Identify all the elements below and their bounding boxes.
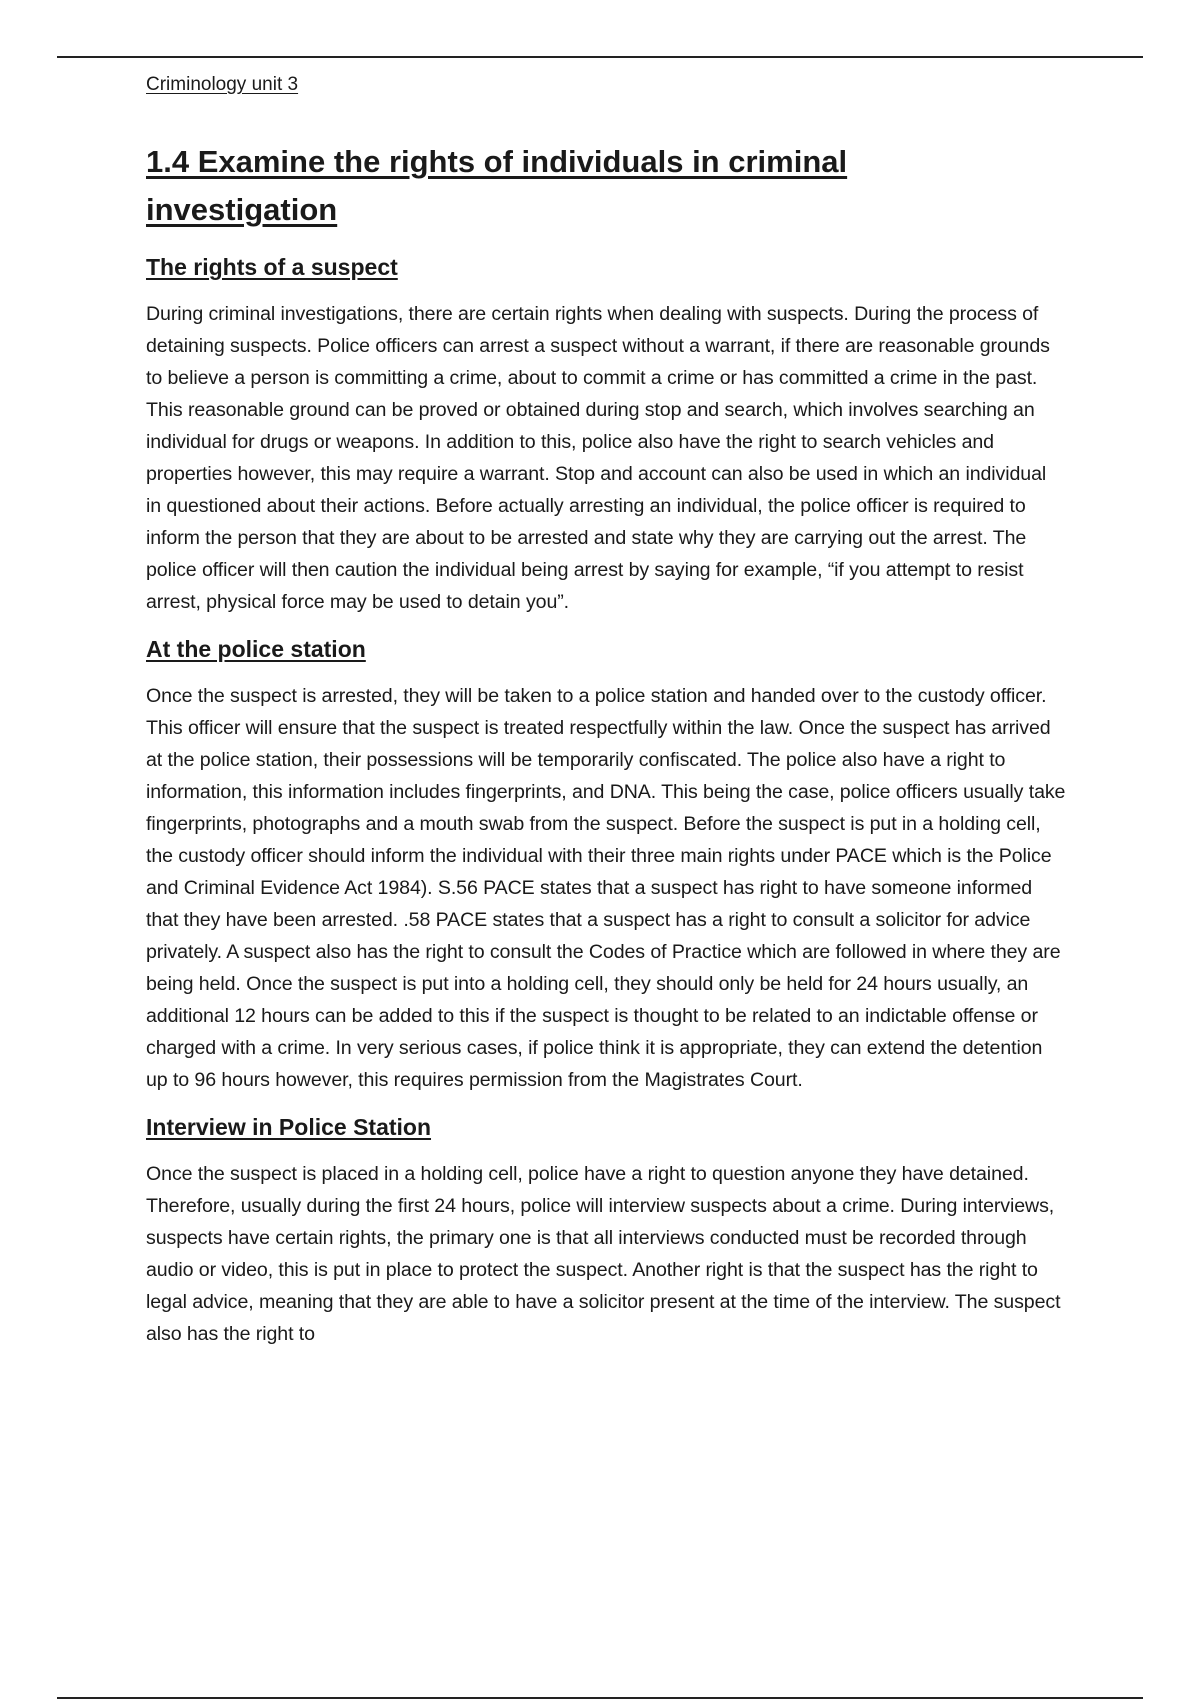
running-header: Criminology unit 3 <box>146 74 299 95</box>
section-heading: At the police station <box>146 636 366 662</box>
section-heading: The rights of a suspect <box>146 254 398 280</box>
section-heading: Interview in Police Station <box>146 1114 432 1140</box>
footer-divider <box>57 1697 1143 1699</box>
section-interview <box>146 1110 1066 1350</box>
section-paragraph: Once the suspect is arrested, they will be taken to a police station and handed over to the custody officer. This officer will ensure that the suspect is treated respectfully within the law. Once the suspect has arrived at the police station, their possessions will be temporarily confiscated. The police also have a right to information, this information includes fingerprints, and DNA. This being the case, police officers usually take fingerprints, photographs and a mouth swab from the suspect. Before the suspect is put in a holding cell, the custody officer should inform the individual with their three main rights under PACE which is the Police and Criminal Evidence Act 1984). S.56 PACE states that a suspect has right to have someone informed that they have been arrested. .58 PACE states that a suspect has a right to consult a solicitor for advice privately. A suspect also has the right to consult the Codes of Practice which are followed in where they are being held. Once the suspect is put into a holding cell, they should only be held for 24 hours usually, an additional 12 hours can be added to this if the suspect is thought to be related to an indictable offense or charged with a crime. In very serious cases, if police think it is appropriate, they can extend the detention up to 96 hours however, this requires permission from the Magistrates Court. <box>146 685 1066 1091</box>
section-paragraph: During criminal investigations, there are certain rights when dealing with suspects. During the process of detaining suspects. Police officers can arrest a suspect without a warrant, if there are reasonable grounds to believe a person is committing a crime, about to commit a crime or has committed a crime in the past. This reasonable ground can be proved or obtained during stop and search, which involves searching an individual for drugs or weapons. In addition to this, police also have the right to search vehicles and properties however, this may require a warrant. Stop and account can also be used in which an individual in questioned about their actions. Before actually arresting an individual, the police officer is required to inform the person that they are about to be arrested and state why they are carrying out the arrest. The police officer will then caution the individual being arrest by saying for example, “if you attempt to resist arrest, physical force may be used to detain you”. <box>146 303 1050 613</box>
section-police-station <box>146 632 1066 1096</box>
section-rights-of-suspect <box>146 250 1066 618</box>
document-title: 1.4 Examine the rights of individuals in criminal investigation <box>146 144 848 227</box>
section-paragraph: Once the suspect is placed in a holding cell, police have a right to question anyone they have detained. Therefore, usually during the first 24 hours, police will interview suspects about a crime. During interviews, suspects have certain rights, the primary one is that all interviews conducted must be recorded through audio or video, this is put in place to protect the suspect. Another right is that the suspect has the right to legal advice, meaning that they are able to have a solicitor present at the time of the interview. The suspect also has the right to <box>146 1163 1061 1345</box>
header-divider <box>57 56 1143 58</box>
document-body <box>146 70 1066 1350</box>
